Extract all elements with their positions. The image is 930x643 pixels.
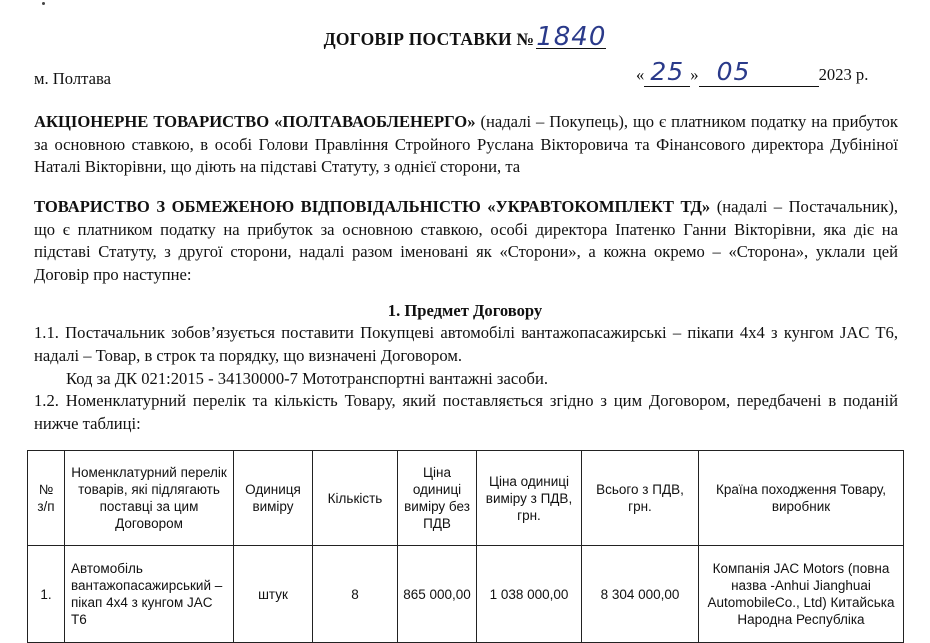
- cell-num: 1.: [28, 546, 65, 643]
- header-num: № з/п: [28, 451, 65, 546]
- table-header-row: [28, 451, 904, 546]
- contract-title: [0, 22, 930, 52]
- supplier-text: (надалі – Постачальник), що є платником податку на прибуток за основною ставкою, особі директора Іпатенко Ганни Вікторівни, яка діє на підставі Статуту, з другої сторони, надалі разом іменовані як «Сторони», а кожна окремо – «Сторона», уклали цей Договір про наступне:: [34, 197, 898, 284]
- cell-total-vat: 8 304 000,00: [582, 546, 699, 643]
- year: 2023 р.: [818, 65, 869, 84]
- header-unit: Одиниця виміру: [234, 451, 313, 546]
- cell-origin: Компанія JAC Motors (повна назва -Anhui Jianghuai AutomobileCo., Ltd) Китайська Народна Республіка: [699, 546, 904, 643]
- section-heading: 1. Предмет Договору: [387, 301, 543, 320]
- clause-1-1: 1.1. Постачальник зобов’язується поставити Покупцеві автомобілі вантажопасажирські – пікапи 4х4 з кунгом JAC T6, надалі – Товар, в строк та порядку, що визначені Договором.: [34, 323, 898, 365]
- cell-qty: 8: [313, 546, 398, 643]
- cell-price-vat: 1 038 000,00: [477, 546, 582, 643]
- handwritten-contract-number: 1840: [536, 22, 607, 52]
- city: м. Полтава: [34, 69, 111, 88]
- contract-date: « 25 » 05 2023 р.: [636, 57, 869, 86]
- header-qty: Кількість: [313, 451, 398, 546]
- buyer-paragraph: [34, 111, 898, 179]
- cell-price-no-vat: 865 000,00: [398, 546, 477, 643]
- table-row: [28, 546, 904, 643]
- header-name: Номенклатурний перелік товарів, які підлягають поставці за цим Договором: [65, 451, 234, 546]
- header-price-vat: Ціна одиниці виміру з ПДВ, грн.: [477, 451, 582, 546]
- header-total-vat: Всього з ПДВ, грн.: [582, 451, 699, 546]
- cell-unit: штук: [234, 546, 313, 643]
- title-text: ДОГОВІР ПОСТАВКИ №: [323, 29, 535, 49]
- header-price-no-vat: Ціна одиниці виміру без ПДВ: [398, 451, 477, 546]
- goods-table: [27, 450, 904, 643]
- code-line: Код за ДК 021:2015 - 34130000-7 Мототранспортні вантажні засоби.: [66, 369, 548, 388]
- buyer-text: (надалі – Покупець), що є платником податку на прибуток за основною ставкою, в особі Голови Правління Стройного Руслана Вікторовича та Фінансового директора Дубініної Наталі Вікторівни, що діють на підставі Статуту, з однієї сторони, та: [34, 112, 898, 176]
- header-origin: Країна походження Товару, виробник: [699, 451, 904, 546]
- scan-dot: [42, 2, 45, 5]
- clause-1-2: 1.2. Номенклатурний перелік та кількість Товару, який поставляється згідно з цим Договором, передбачені в поданій нижче таблиці:: [34, 391, 898, 433]
- supplier-name: ТОВАРИСТВО З ОБМЕЖЕНОЮ ВІДПОВІДАЛЬНІСТЮ «УКРАВТОКОМПЛЕКТ ТД»: [34, 197, 711, 216]
- buyer-name: АКЦІОНЕРНЕ ТОВАРИСТВО «ПОЛТАВАОБЛЕНЕРГО»: [34, 112, 476, 131]
- cell-name: Автомобіль вантажопасажирський – пікап 4х4 з кунгом JAC T6: [65, 546, 234, 643]
- supplier-paragraph: [34, 196, 898, 286]
- handwritten-month: 05: [716, 57, 751, 86]
- handwritten-day: 25: [650, 57, 685, 86]
